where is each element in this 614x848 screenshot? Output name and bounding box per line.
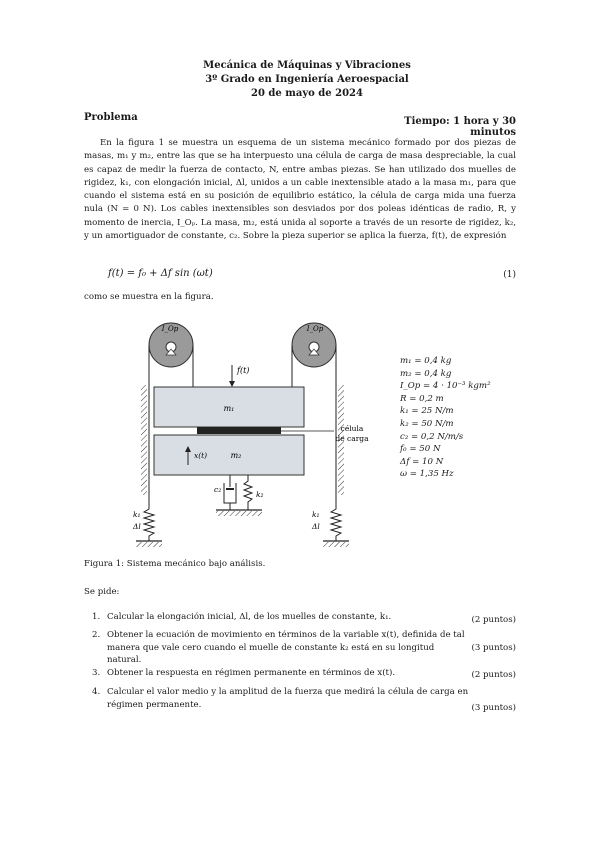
- k1-left-label: k₁: [133, 510, 141, 519]
- center-support-hatch: [216, 511, 262, 516]
- question-points: (3 puntos): [471, 643, 516, 653]
- course-title: Mecánica de Máquinas y Vibraciones: [203, 60, 411, 71]
- statement-text: En la figura 1 se muestra un esquema de un sistema mecánico formado por dos piezas de masas, m₁ y m₂, entre las que se ha interpuesto una célula de carga de masa despreciable, la cual es capaz de medir la fuerza de contacto, N, entre ambas piezas. Se han utilizado dos muelles de rigidez, k₁, con elongación inicial, Δl, unidos a un cable inextensible atado a la masa m₁, para que cuando el sistema está en su posición de equilibrio estático, la célula de carga mida una fuerza nula (N = 0 N). Los cables inextensibles son desviados por dos poleas idénticas de radio, R, y momento de inercia, I_Oₚ. La masa, m₂, está unida al soporte a través de un resorte de rigidez, k₂, y un amortiguador de constante, c₂. Sobre la pieza superior se aplica la fuerza, f(t), de expresión: [84, 138, 516, 242]
- question-number: 1.: [92, 612, 101, 622]
- question-points: (2 puntos): [471, 670, 516, 680]
- question-4: [84, 686, 516, 714]
- m1-label: m₁: [223, 404, 235, 413]
- m2-label: m₂: [230, 451, 242, 460]
- left-ground-hatch: [136, 542, 162, 547]
- question-text: Calcular el valor medio y la amplitud de la fuerza que medirá la célula de carga en régimen permanente.: [107, 687, 469, 710]
- param-f0: f₀ = 50 N: [400, 444, 441, 455]
- mass-m2: [154, 435, 304, 475]
- degree-title: 3º Grado en Ingeniería Aeroespacial: [205, 74, 409, 85]
- k1-right-label: k₁: [312, 510, 320, 519]
- question-number: 4.: [92, 687, 101, 697]
- force-equation: f(t) = f₀ + Δf sin (ωt): [108, 268, 213, 279]
- param-k1: k₁ = 25 N/m: [400, 406, 454, 417]
- mechanical-system-figure: [84, 305, 384, 557]
- x-label: x(t): [194, 451, 208, 460]
- spring-k2: [244, 475, 252, 510]
- spring-k1-right: [331, 505, 341, 541]
- dl-right-label: Δl: [312, 522, 320, 531]
- right-pulley: [292, 323, 336, 367]
- right-pulley-label: I_Op: [306, 325, 324, 333]
- load-cell: [197, 427, 281, 434]
- question-text: Obtener la ecuación de movimiento en términos de la variable x(t), definida de tal manera que vale cero cuando el muelle de constante k₂ está en su longitud natural.: [107, 630, 465, 666]
- right-ground-hatch: [323, 542, 349, 547]
- force-label: f(t): [237, 366, 250, 375]
- question-number: 3.: [92, 668, 101, 678]
- after-equation-text: como se muestra en la figura.: [84, 292, 214, 302]
- param-m2: m₂ = 0,4 kg: [400, 368, 452, 379]
- question-2: [84, 629, 516, 666]
- problem-heading: Problema: [84, 112, 138, 123]
- question-number: 2.: [92, 630, 101, 640]
- param-k2: k₂ = 50 N/m: [400, 418, 454, 429]
- spring-k1-left: [144, 505, 154, 541]
- param-m1: m₁ = 0,4 kg: [400, 356, 452, 366]
- param-r: R = 0,2 m: [400, 393, 444, 404]
- parameter-list: [400, 355, 491, 481]
- param-df: Δf = 10 N: [400, 456, 444, 467]
- tasks-heading: Se pide:: [84, 587, 120, 597]
- time-limit: Tiempo: 1 hora y 30 minutos: [404, 116, 516, 138]
- question-points: (2 puntos): [471, 615, 516, 625]
- dl-left-label: Δl: [133, 522, 141, 531]
- question-3: [84, 667, 516, 681]
- question-1: [84, 611, 516, 625]
- param-omega: ω = 1,35 Hz: [400, 469, 454, 480]
- param-iop: I_Op = 4 · 10⁻³ kgm²: [400, 381, 491, 392]
- damper-c2: [224, 475, 236, 510]
- equation-number: (1): [503, 270, 516, 280]
- force-arrowhead: [229, 381, 235, 387]
- left-pulley: [149, 323, 193, 367]
- question-text: Calcular la elongación inicial, Δl, de los muelles de constante, k₁.: [107, 612, 392, 622]
- c2-label: c₂: [214, 485, 222, 494]
- load-cell-label-2: de carga: [335, 434, 369, 443]
- question-text: Obtener la respuesta en régimen permanente en términos de x(t).: [107, 668, 396, 678]
- question-points: (3 puntos): [471, 703, 516, 713]
- exam-date: 20 de mayo de 2024: [251, 88, 363, 99]
- figure-caption: Figura 1: Sistema mecánico bajo análisis.: [84, 559, 266, 569]
- left-wall: [141, 385, 147, 495]
- k2-label: k₂: [256, 490, 264, 499]
- param-c2: c₂ = 0,2 N/m/s: [400, 431, 464, 442]
- problem-statement: [84, 137, 516, 243]
- left-pulley-label: I_Op: [161, 325, 179, 333]
- load-cell-label-1: célula: [340, 424, 364, 433]
